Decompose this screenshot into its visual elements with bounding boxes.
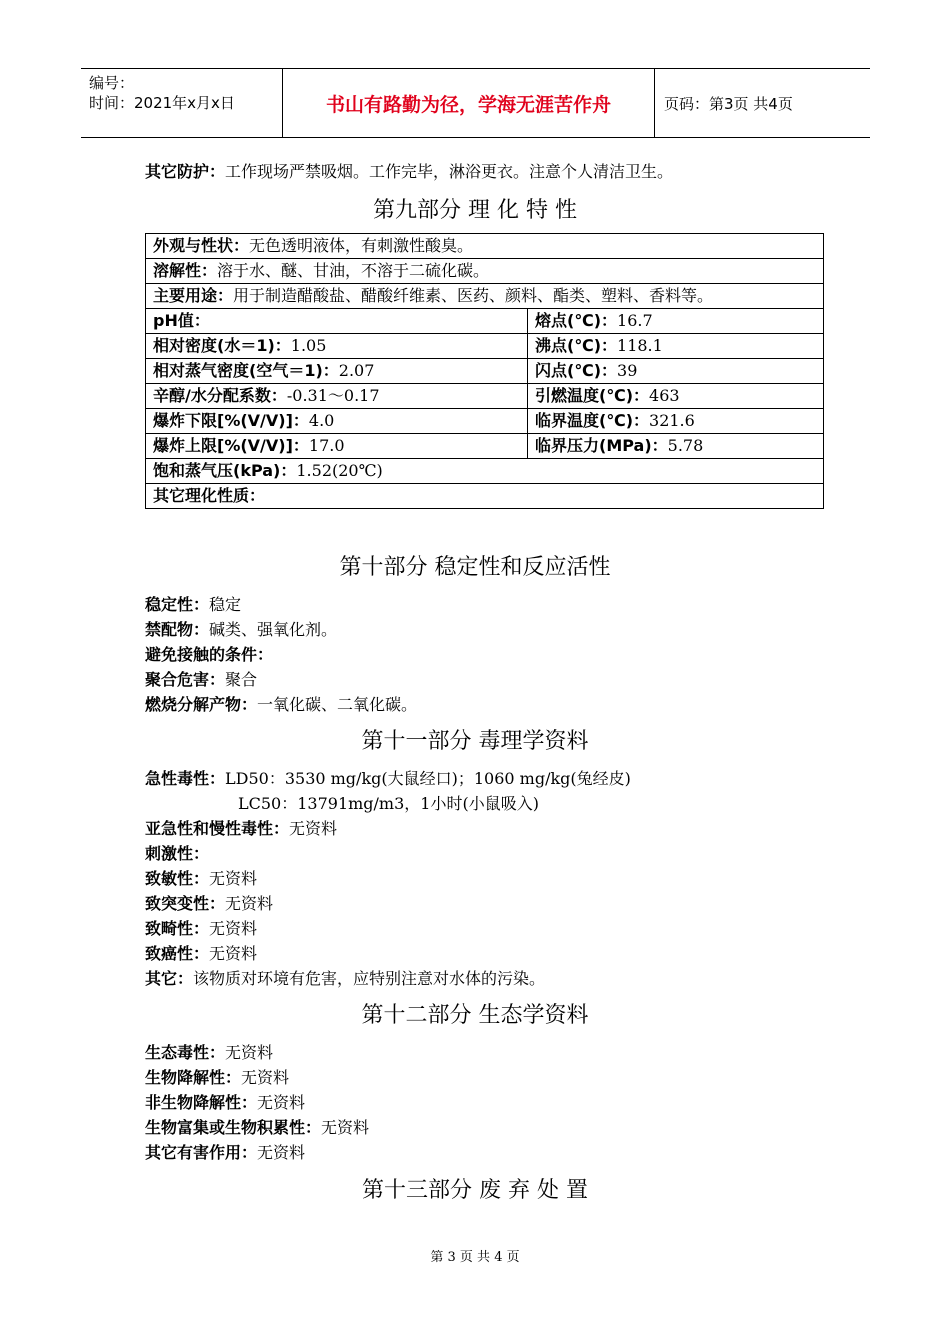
list-item <box>145 967 545 991</box>
section-10-title: 第十部分 稳定性和反应活性 <box>339 555 611 580</box>
boiling-point-label: 沸点(℃)： <box>535 336 618 355</box>
vapor-density-label: 相对蒸气密度(空气＝1)： <box>153 361 339 380</box>
list-item <box>145 1041 273 1065</box>
other-properties-label: 其它理化性质： <box>153 486 266 505</box>
vapor-density-value: 2.07 <box>338 361 375 380</box>
bioaccumulation-value: 无资料 <box>321 1118 370 1137</box>
other-properties-cell <box>146 484 824 509</box>
lower-explosive-limit-label: 爆炸下限[%(V/V)]： <box>153 411 309 430</box>
partition-coefficient-value: -0.31～0.17 <box>286 386 380 405</box>
other-tox-value: 该物质对环境有危害，应特别注意对水体的污染。 <box>193 969 546 988</box>
other-harmful-effects-label: 其它有害作用： <box>145 1143 258 1162</box>
sensitization-label: 致敏性： <box>145 869 210 888</box>
other-harmful-effects-value: 无资料 <box>257 1143 306 1162</box>
list-item <box>145 892 273 916</box>
boiling-point-value: 118.1 <box>617 336 663 355</box>
header-meta <box>81 69 283 137</box>
ecotoxicity-value: 无资料 <box>225 1043 274 1062</box>
ld50-value: LD50：3530 mg/kg(大鼠经口)；1060 mg/kg(兔经皮) <box>225 769 631 788</box>
section-11-title: 第十一部分 毒理学资料 <box>361 729 589 754</box>
appearance-cell <box>146 234 824 259</box>
chronic-toxicity-label: 亚急性和慢性毒性： <box>145 819 290 838</box>
mutagenicity-label: 致突变性： <box>145 894 226 913</box>
upper-explosive-limit-value: 17.0 <box>308 436 345 455</box>
critical-pressure-label: 临界压力(MPa)： <box>535 436 668 455</box>
biodegradability-label: 生物降解性： <box>145 1068 242 1087</box>
section-12-title: 第十二部分 生态学资料 <box>361 1003 589 1028</box>
vapor-pressure-cell <box>146 459 824 484</box>
appearance-value: 无色透明液体，有刺激性酸臭。 <box>249 236 474 255</box>
critical-temp-label: 临界温度(℃)： <box>535 411 650 430</box>
bioaccumulation-label: 生物富集或生物积累性： <box>145 1118 322 1137</box>
carcinogenicity-value: 无资料 <box>209 944 258 963</box>
table-row <box>146 384 824 409</box>
other-protection-label: 其它防护： <box>145 162 226 181</box>
table-row <box>146 359 824 384</box>
partition-coefficient-label: 辛醇/水分配系数： <box>153 386 287 405</box>
ignition-temp-label: 引燃温度(℃)： <box>535 386 650 405</box>
list-item <box>145 817 337 841</box>
section-9-title: 第九部分 理 化 特 性 <box>373 198 577 223</box>
list-item <box>145 867 257 891</box>
ecotoxicity-label: 生态毒性： <box>145 1043 226 1062</box>
stability-value: 稳定 <box>209 595 242 614</box>
page-footer: 第 3 页 共 4 页 <box>430 1250 520 1265</box>
stability-label: 稳定性： <box>145 595 210 614</box>
acute-toxicity-line <box>145 767 631 791</box>
list-item <box>145 668 257 692</box>
upper-explosive-limit-label: 爆炸上限[%(V/V)]： <box>153 436 309 455</box>
table-row <box>146 434 824 459</box>
time-label: 时间：2021年x月x日 <box>89 94 235 112</box>
table-row <box>146 334 824 359</box>
list-item <box>145 1141 305 1165</box>
number-label: 编号： <box>89 74 135 92</box>
solubility-value: 溶于水、醚、甘油，不溶于二硫化碳。 <box>217 261 490 280</box>
lower-explosive-limit-value: 4.0 <box>308 411 335 430</box>
vapor-pressure-label: 饱和蒸气压(kPa)： <box>153 461 297 480</box>
avoid-conditions-label: 避免接触的条件： <box>145 645 274 664</box>
table-row <box>146 309 824 334</box>
physchem-table <box>145 233 824 509</box>
table-row <box>146 409 824 434</box>
page-header <box>81 68 870 138</box>
decomposition-products-value: 一氧化碳、二氧化碳。 <box>257 695 418 714</box>
list-item <box>145 693 417 717</box>
incompatibles-value: 碱类、强氧化剂。 <box>209 620 338 639</box>
ignition-temp-value: 463 <box>649 386 680 405</box>
header-motto: 书山有路勤为径，学海无涯苦作舟 <box>283 69 655 137</box>
relative-density-value: 1.05 <box>290 336 327 355</box>
other-tox-label: 其它： <box>145 969 194 988</box>
list-item <box>145 917 257 941</box>
uses-label: 主要用途： <box>153 286 234 305</box>
list-item <box>145 1066 289 1090</box>
polymerization-label: 聚合危害： <box>145 670 226 689</box>
lc50-value: LC50：13791mg/m3，1小时(小鼠吸入) <box>238 794 539 813</box>
carcinogenicity-label: 致癌性： <box>145 944 210 963</box>
flash-point-label: 闪点(℃)： <box>535 361 618 380</box>
irritation-label: 刺激性： <box>145 844 210 863</box>
melting-point-label: 熔点(℃)： <box>535 311 618 330</box>
abiotic-degradability-value: 无资料 <box>257 1093 306 1112</box>
uses-cell <box>146 284 824 309</box>
teratogenicity-value: 无资料 <box>209 919 258 938</box>
header-page-label: 页码：第3页 共4页 <box>664 94 793 113</box>
polymerization-value: 聚合 <box>225 670 258 689</box>
vapor-pressure-value: 1.52(20℃) <box>296 461 383 480</box>
critical-temp-value: 321.6 <box>649 411 695 430</box>
uses-value: 用于制造醋酸盐、醋酸纤维素、医药、颜料、酯类、塑料、香料等。 <box>233 286 714 305</box>
teratogenicity-label: 致畸性： <box>145 919 210 938</box>
solubility-cell <box>146 259 824 284</box>
acute-toxicity-label: 急性毒性： <box>145 769 226 788</box>
mutagenicity-value: 无资料 <box>225 894 274 913</box>
appearance-label: 外观与性状： <box>153 236 250 255</box>
other-protection-value: 工作现场严禁吸烟。工作完毕，淋浴更衣。注意个人清洁卫生。 <box>225 162 674 181</box>
section-13-title: 第十三部分 废 弃 处 置 <box>362 1178 588 1203</box>
list-item <box>145 842 209 866</box>
list-item <box>145 593 241 617</box>
abiotic-degradability-label: 非生物降解性： <box>145 1093 258 1112</box>
incompatibles-label: 禁配物： <box>145 620 210 639</box>
critical-pressure-value: 5.78 <box>667 436 704 455</box>
list-item <box>145 643 273 667</box>
list-item <box>145 942 257 966</box>
chronic-toxicity-value: 无资料 <box>289 819 338 838</box>
list-item <box>145 1091 305 1115</box>
other-protection-line <box>145 160 673 184</box>
list-item <box>145 1116 369 1140</box>
list-item <box>145 618 337 642</box>
biodegradability-value: 无资料 <box>241 1068 290 1087</box>
relative-density-label: 相对密度(水＝1)： <box>153 336 291 355</box>
flash-point-value: 39 <box>617 361 638 380</box>
decomposition-products-label: 燃烧分解产物： <box>145 695 258 714</box>
ph-label: pH值： <box>153 311 210 330</box>
solubility-label: 溶解性： <box>153 261 218 280</box>
melting-point-value: 16.7 <box>617 311 653 330</box>
sensitization-value: 无资料 <box>209 869 258 888</box>
